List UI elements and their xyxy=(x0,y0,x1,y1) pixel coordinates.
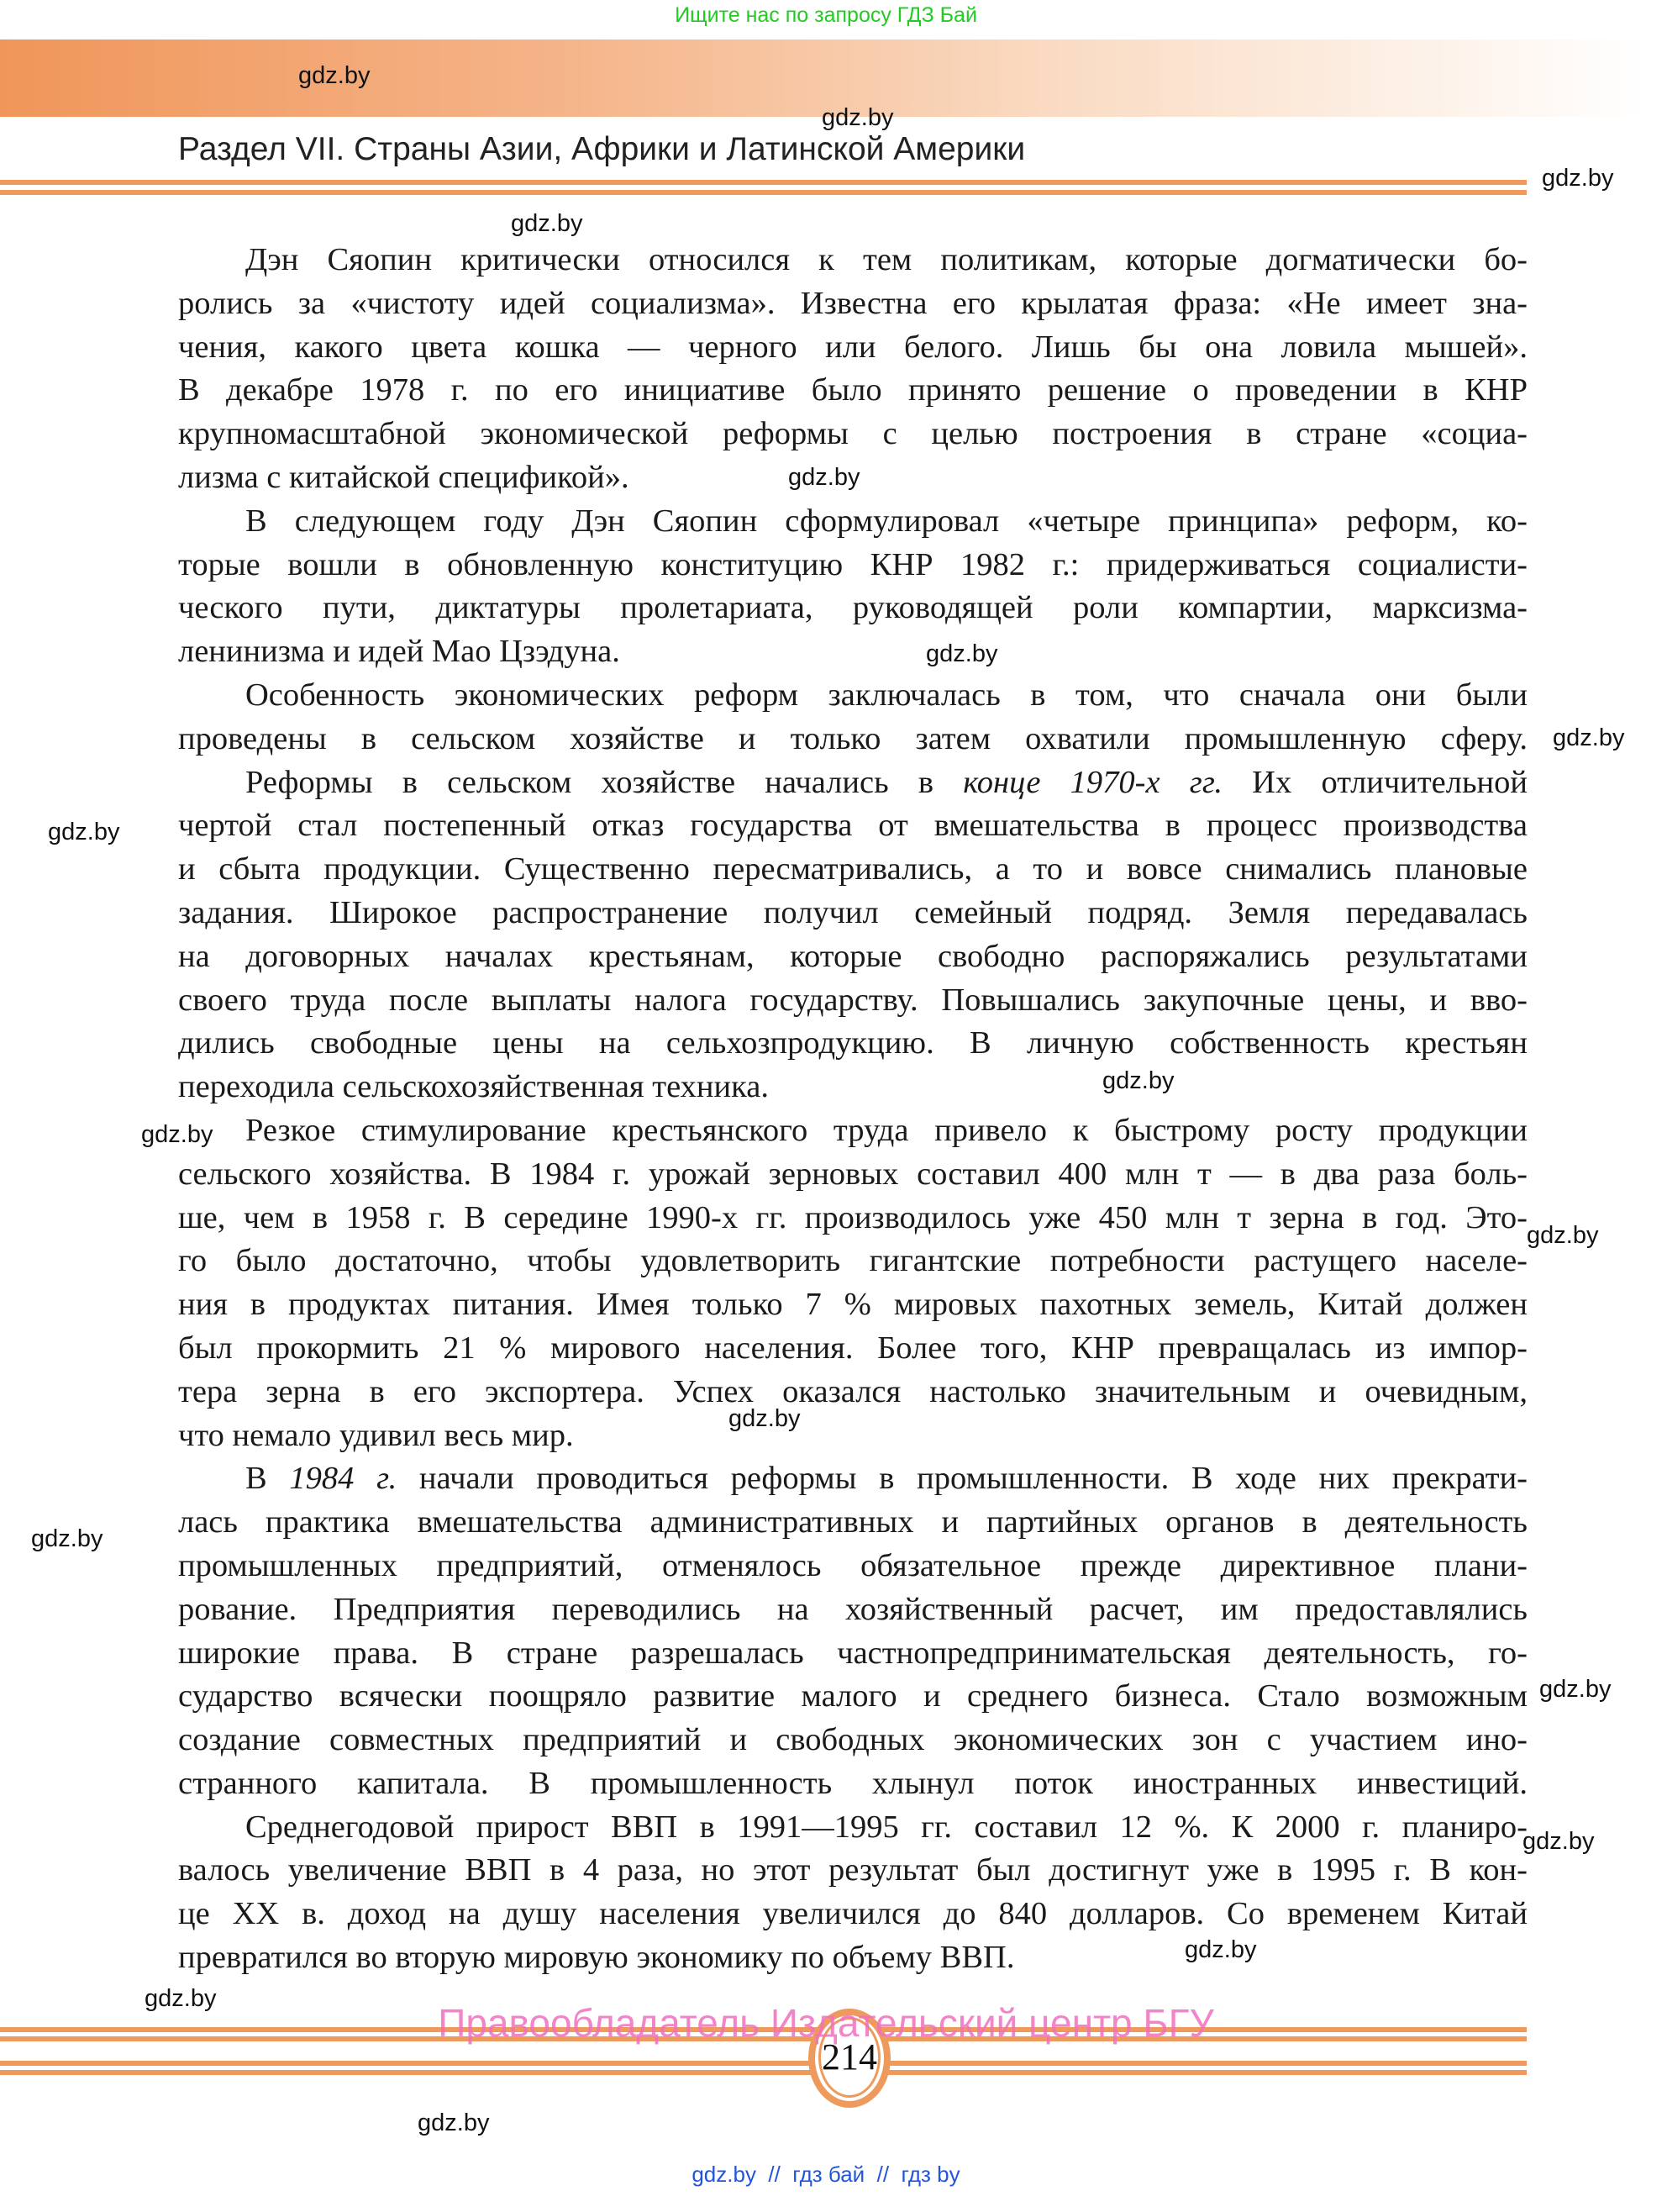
watermark: gdz.by xyxy=(1539,1676,1612,1703)
text-line xyxy=(178,1806,1528,1850)
text-segment: Их отличительной xyxy=(1222,764,1528,800)
text-line xyxy=(178,718,1528,761)
text-segment: го было достаточно, чтобы удовлетворить гигантские потребности растущего населе- xyxy=(178,1243,1528,1279)
text-line xyxy=(178,1762,1528,1806)
text-segment: Реформы в сельском хозяйстве начались в xyxy=(245,764,964,800)
text-segment: Резкое стимулирование крестьянского труда привело к быстрому росту продукции xyxy=(245,1112,1528,1148)
page-number: 214 xyxy=(822,2036,877,2078)
footer-divider xyxy=(0,2061,1527,2066)
text-line xyxy=(178,1719,1528,1762)
text-segment: странного капитала. В промышленность хлынул поток иностранных инвестиций. xyxy=(178,1765,1528,1801)
text-line xyxy=(178,1893,1528,1936)
text-segment: проведены в сельском хозяйстве и только затем охватили промышленную сферу. xyxy=(178,720,1528,756)
text-segment: крупномасштабной экономической реформы с целью построения в стране «социа- xyxy=(178,416,1528,452)
rights-holder-watermark: Правообладатель Издательский центр БГУ xyxy=(438,2001,1214,2045)
section-title: Раздел VII. Страны Азии, Африки и Латинской Америки xyxy=(178,131,1026,167)
text-line xyxy=(178,239,1528,282)
text-segment: своего труда после выплаты налога государству. Повышались закупочные цены, и вво- xyxy=(178,982,1528,1018)
text-line xyxy=(178,1457,1528,1501)
text-segment: на договорных началах крестьянам, которые свободно распоряжались результатами xyxy=(178,938,1528,974)
text-segment: торые вошли в обновленную конституцию КНР 1982 г.: придерживаться социалисти- xyxy=(178,546,1528,582)
text-segment: ролись за «чистоту идей социализма». Известна его крылатая фраза: «Не имеет зна- xyxy=(178,285,1528,321)
text-line xyxy=(178,674,1528,718)
italic-text: конце 1970-х гг. xyxy=(963,764,1223,800)
text-line xyxy=(178,544,1528,587)
watermark: gdz.by xyxy=(31,1525,103,1552)
text-line xyxy=(178,1849,1528,1893)
watermark: gdz.by xyxy=(1102,1067,1175,1094)
watermark: gdz.by xyxy=(728,1405,801,1432)
text-line xyxy=(178,1414,1528,1458)
text-segment: лизма с китайской спецификой». xyxy=(178,459,629,495)
text-segment: це XX в. доход на душу населения увеличился до 840 долларов. Со временем Китай xyxy=(178,1896,1528,1932)
watermark: gdz.by xyxy=(1185,1936,1257,1963)
text-segment: сельского хозяйства. В 1984 г. урожай зерновых составил 400 млн т — в два раза боль- xyxy=(178,1156,1528,1192)
text-segment: ше, чем в 1958 г. В середине 1990-х гг. производилось уже 450 млн т зерна в год. Это- xyxy=(178,1199,1528,1235)
text-segment: валось увеличение ВВП в 4 раза, но этот результат был достигнут уже в 1995 г. В кон- xyxy=(178,1852,1528,1888)
text-line xyxy=(178,1153,1528,1197)
italic-text: 1984 г. xyxy=(289,1461,397,1497)
watermark: gdz.by xyxy=(788,464,860,491)
watermark: gdz.by xyxy=(822,104,894,131)
body-text xyxy=(178,239,1528,1980)
text-line xyxy=(178,892,1528,935)
text-line xyxy=(178,1109,1528,1153)
text-line xyxy=(178,1632,1528,1676)
text-segment: превратился во вторую мировую экономику по объему ВВП. xyxy=(178,1940,1015,1976)
text-segment: сударство всячески поощряло развитие малого и среднего бизнеса. Стало возможным xyxy=(178,1678,1528,1714)
text-segment: промышленных предприятий, отменялось обязательное прежде директивное плани- xyxy=(178,1547,1528,1583)
text-line xyxy=(178,282,1528,326)
watermark: gdz.by xyxy=(511,210,583,237)
text-segment: В следующем году Дэн Сяопин сформулировал «четыре принципа» реформ, ко- xyxy=(245,503,1528,539)
header-divider xyxy=(0,190,1527,195)
text-line xyxy=(178,1501,1528,1545)
text-segment: ленинизма и идей Мао Цзэдуна. xyxy=(178,634,620,670)
text-segment: широкие права. В стране разрешалась частнопредпринимательская деятельность, го- xyxy=(178,1635,1528,1671)
watermark: gdz.by xyxy=(48,819,120,845)
text-segment: начали проводиться реформы в промышленности. В ходе них прекрати- xyxy=(397,1461,1528,1497)
text-line xyxy=(178,1066,1528,1109)
text-segment: В декабре 1978 г. по его инициативе было принято решение о проведении в КНР xyxy=(178,372,1528,408)
watermark: gdz.by xyxy=(1522,1828,1595,1855)
text-segment: и сбыта продукции. Существенно пересматривались, а то и вовсе снимались плановые xyxy=(178,851,1528,887)
text-line xyxy=(178,1371,1528,1414)
text-segment: чения, какого цвета кошка — черного или белого. Лишь бы она ловила мышей». xyxy=(178,329,1528,365)
text-line xyxy=(178,1545,1528,1588)
watermark: gdz.by xyxy=(1553,724,1625,751)
text-line xyxy=(178,1240,1528,1283)
watermark: gdz.by xyxy=(145,1985,217,2012)
text-segment: Среднегодовой прирост ВВП в 1991—1995 гг. составил 12 %. К 2000 г. планиро- xyxy=(245,1809,1528,1845)
text-segment: что немало удивил весь мир. xyxy=(178,1417,574,1453)
header-divider xyxy=(0,180,1527,185)
text-segment: создание совместных предприятий и свободных экономических зон с участием ино- xyxy=(178,1722,1528,1758)
text-line xyxy=(178,1022,1528,1066)
watermark: gdz.by xyxy=(298,62,371,89)
text-segment: тера зерна в его экспортера. Успех оказался настолько значительным и очевидным, xyxy=(178,1373,1528,1409)
text-line xyxy=(178,413,1528,456)
search-hint-text: Ищите нас по запросу ГДЗ Бай xyxy=(675,3,977,27)
text-segment: ческого пути, диктатуры пролетариата, руководящей роли компартии, марксизма- xyxy=(178,590,1528,626)
text-line xyxy=(178,1675,1528,1719)
text-segment: переходила сельскохозяйственная техника. xyxy=(178,1069,769,1105)
text-line xyxy=(178,1283,1528,1327)
footer-divider xyxy=(0,2070,1527,2075)
text-line xyxy=(178,761,1528,805)
text-line xyxy=(178,1936,1528,1980)
watermark: gdz.by xyxy=(1527,1222,1599,1249)
text-segment: чертой стал постепенный отказ государства от вмешательства в процесс производства xyxy=(178,808,1528,844)
text-line xyxy=(178,500,1528,544)
text-segment: дились свободные цены на сельхозпродукцию. В личную собственность крестьян xyxy=(178,1025,1528,1061)
text-line xyxy=(178,979,1528,1023)
text-line xyxy=(178,630,1528,674)
text-segment: ния в продуктах питания. Имея только 7 % мировых пахотных земель, Китай должен xyxy=(178,1287,1528,1323)
watermark: gdz.by xyxy=(141,1121,213,1148)
text-segment: рование. Предприятия переводились на хозяйственный расчет, им предоставлялись xyxy=(178,1591,1528,1627)
text-line xyxy=(178,804,1528,848)
text-line xyxy=(178,587,1528,630)
watermark: gdz.by xyxy=(1542,165,1614,192)
text-line xyxy=(178,935,1528,979)
watermark: gdz.by xyxy=(926,640,998,667)
text-segment: лась практика вмешательства административных и партийных органов в деятельность xyxy=(178,1504,1528,1540)
text-line xyxy=(178,1588,1528,1632)
text-segment: В xyxy=(245,1461,290,1497)
text-line xyxy=(178,848,1528,892)
site-links-footer: gdz.by // гдз бай // гдз by xyxy=(692,2162,960,2187)
text-line xyxy=(178,1327,1528,1371)
text-segment: Особенность экономических реформ заключалась в том, что сначала они были xyxy=(245,677,1528,713)
text-line xyxy=(178,326,1528,370)
text-line xyxy=(178,1197,1528,1240)
text-segment: был прокормить 21 % мирового населения. Более того, КНР превращалась из импор- xyxy=(178,1330,1528,1366)
watermark: gdz.by xyxy=(418,2109,490,2136)
text-segment: Дэн Сяопин критически относился к тем политикам, которые догматически бо- xyxy=(245,242,1528,277)
text-line xyxy=(178,369,1528,413)
text-segment: задания. Широкое распространение получил семейный подряд. Земля передавалась xyxy=(178,894,1528,930)
